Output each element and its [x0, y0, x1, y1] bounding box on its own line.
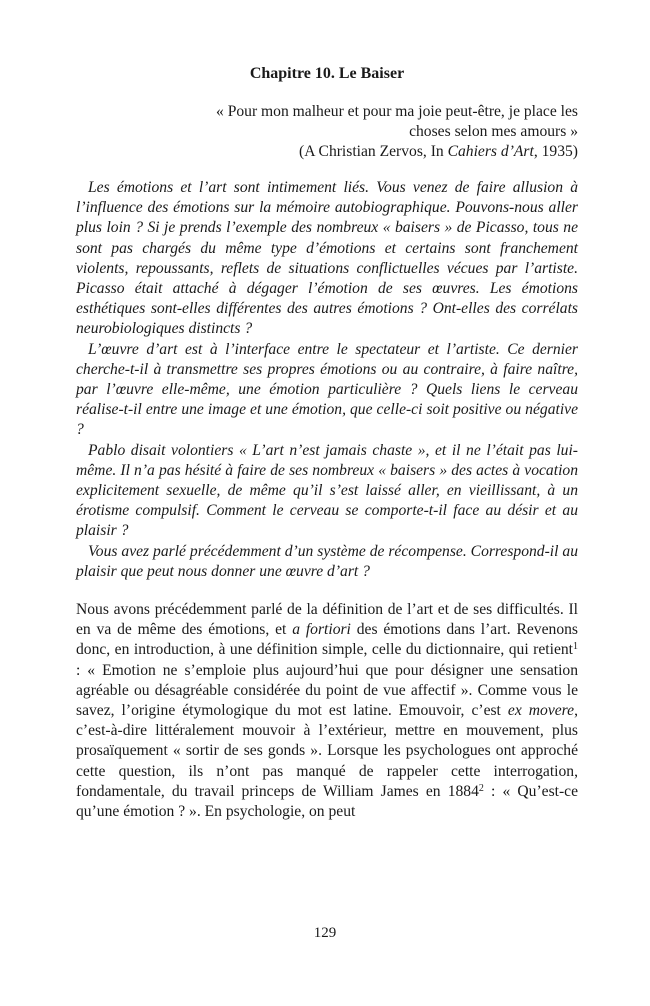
footnote-ref-2: 2: [478, 782, 484, 794]
epigraph-line-1: « Pour mon malheur et pour ma joie peut-être, je place les: [216, 103, 578, 120]
footnote-ref-1: 1: [573, 641, 578, 653]
epigraph-source-year: , 1935): [533, 143, 578, 160]
answer-text: : « Emotion ne s’emploie plus aujourd’hui que pour désigner une sensation agréable ou désagréable considérée du point de vue affectif ». Comme vous le savez, l’origine étymologique du mot est latine. Emouvoir, c’est: [76, 661, 578, 720]
epigraph-line-2: choses selon mes amours »: [409, 123, 578, 140]
answer-text: des émotions dans l’art. Revenons donc, en introduction, à une définition simple, celle du dictionnaire, qui retient: [76, 621, 578, 659]
answer-body: [76, 600, 578, 822]
question-paragraph: Pablo disait volontiers « L’art n’est jamais chaste », et il ne l’était pas lui-même. Il n’a pas hésité à faire de ses nombreux « baisers » des actes à vocation explicitement sexuelle, de même qu’il s’est laissé aller, en vieillissant, à un érotisme compulsif. Comment le cerveau se comporte-t-il face au désir et au plaisir ?: [76, 441, 578, 540]
page-number: 129: [313, 925, 337, 941]
epigraph-source: [76, 142, 578, 162]
answer-italic-term: a fortiori: [292, 621, 351, 639]
epigraph: [76, 102, 578, 162]
interview-questions: [76, 178, 578, 582]
question-paragraph: Vous avez parlé précédemment d’un système de récompense. Correspond-il au plaisir que peut nous donner une œuvre d’art ?: [76, 542, 578, 580]
answer-text: : « Qu’est-ce qu’une émotion ? ». En psychologie, on peut: [76, 782, 579, 821]
book-page: [76, 64, 578, 822]
answer-text: Nous avons précédemment parlé de la définition de l’art et de ses difficultés. Il en va de même des émotions, et: [76, 601, 578, 639]
answer-paragraph: [76, 600, 578, 822]
chapter-title: Chapitre 10. Le Baiser: [249, 65, 405, 82]
epigraph-source-title: Cahiers d’Art: [447, 143, 534, 160]
question-paragraph: L’œuvre d’art est à l’interface entre le spectateur et l’artiste. Ce dernier cherche-t-il à transmettre ses propres émotions ou au contraire, à faire naître, par l’œuvre elle-même, une émotion particulière ? Quels liens le cerveau réalise-t-il entre une image et une émotion, que celle-ci soit positive ou négative ?: [76, 340, 578, 439]
question-paragraph: Les émotions et l’art sont intimement liés. Vous venez de faire allusion à l’influence des émotions sur la mémoire autobiographique. Pouvons-nous aller plus loin ? Si je prends l’exemple des nombreux « baisers » de Picasso, tous ne sont pas chargés du même type d’émotions et certains sont franchement violents, repoussants, reflets de situations conflictuelles vécues par l’artiste. Picasso était attaché à dégager l’émotion de ses œuvres. Les émotions esthétiques sont-elles différentes des autres émotions ? Ont-elles des corrélats neurobiologiques distincts ?: [76, 179, 578, 338]
answer-text: , c’est-à-dire littéralement mouvoir à l’extérieur, mettre en mouvement, plus prosaïquement « sortir de ses gonds ». Lorsque les psychologues ont approché cette question, ils n’ont pas manqué de rappeler cette interrogation, fondamentale, du travail princeps de William James en 1884: [76, 702, 578, 800]
answer-italic-term: ex movere: [507, 702, 575, 720]
epigraph-source-prefix: (A Christian Zervos, In: [299, 143, 448, 160]
